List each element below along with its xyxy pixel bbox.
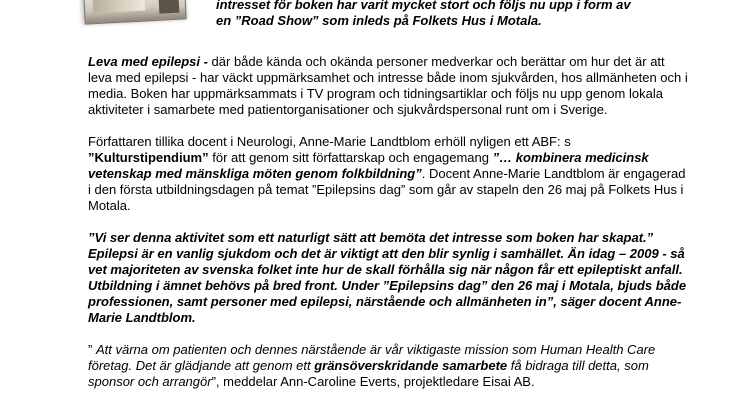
lead-line-1: intresset för boken har varit mycket stort och följs nu upp i form av [216,0,631,12]
paragraph-text: för att genom sitt författarskap och engagemang [208,150,493,165]
lead-line-2: en ”Road Show” som inleds på Folkets Hus i Motala. [216,13,542,28]
attribution: ”, meddelar Ann-Caroline Everts, projektledare Eisai AB. [211,374,535,389]
quote-emphasis: gränsöverskridande samarbete [314,358,508,373]
book-illustration [83,0,186,25]
quote-mark: ” [88,342,96,357]
book-cover-image [78,0,191,30]
scholarship-quote: ”… kombinera medicinsk vetenskap med mänskliga möten genom folkbildning” [88,150,649,181]
quote-text: få bidraga till detta, som sponsor och arrangör [88,358,649,389]
book-title: Leva med epilepsi - [88,54,208,69]
paragraph-quote-everts [88,342,688,390]
lead-paragraph [216,0,736,29]
paragraph-book-intro [88,54,688,118]
paragraph-text: Författaren tillika docent i Neurologi, Anne-Marie Landtblom erhöll nyligen ett ABF: s [88,134,571,149]
paragraph-text: . Docent Anne-Marie Landtblom är engagerad i den första utbildningsdagen på temat ”Epilepsins dag” som går av stapeln den 26 maj på Folkets Hus i Motala. [88,166,686,213]
quote-text: Att värna om patienten och dennes närstående är vår viktigaste mission som Human Health Care företag. Det är glädjande att genom ett [88,342,656,373]
article-body [88,54,688,406]
paragraph-text: där både kända och okända personer medverkar och berättar om hur det är att leva med epilepsi - har väckt uppmärksamhet och intresse både inom sjukvården, hos allmänheten och i media. Boken har uppmärksammats i TV program och tidningsartiklar och följs nu upp genom lokala aktiviteter i samarbete med patientorganisationer och sjukvårdspersonal runt om i Sverige. [88,54,688,117]
book-cover-panel [93,0,146,13]
scholarship-name: ”Kulturstipendium” [88,150,209,165]
paragraph-scholarship [88,134,688,214]
book-cover-strip [158,0,179,14]
paragraph-quote-landtblom: ”Vi ser denna aktivitet som ett naturligt sätt att bemöta det intresse som boken har skapat.” Epilepsi är en vanlig sjukdom och det är viktigt att den blir synlig i samhället. Än idag – 2009 - så vet majoriteten av svenska folket inte hur de skall förhålla sig när någon får ett epileptiskt anfall. Utbildning i ämnet behövs på bred front. Under ”Epilepsins dag” den 26 maj i Motala, bjuds både professionen, samt personer med epilepsi, närstående och allmänheten in”, säger docent Anne-Marie Landtblom. [88,230,687,325]
